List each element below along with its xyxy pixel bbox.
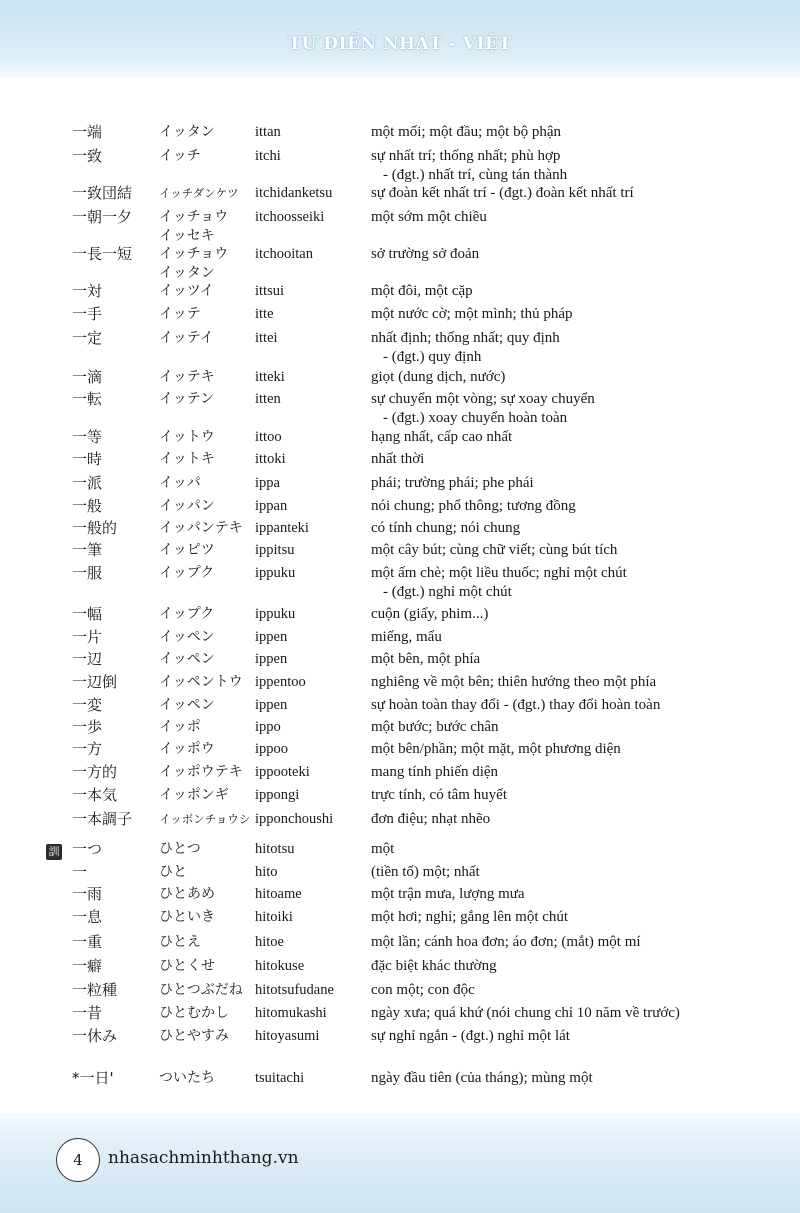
entry-meaning: sự nhất trí; thống nhất; phù hợp — [371, 148, 561, 164]
entry-kanji: 一本気 — [72, 786, 118, 804]
dictionary-entry — [0, 281, 800, 301]
entry-romaji: hitoiki — [255, 909, 293, 925]
entry-meaning: ngày đầu tiên (của tháng); mùng một — [371, 1070, 593, 1086]
entry-romaji: ippuku — [255, 606, 296, 622]
entry-kana: ひとくせ — [159, 958, 215, 974]
entry-meaning: một bước; bước chân — [371, 719, 499, 735]
entry-meaning: đơn điệu; nhạt nhẽo — [371, 811, 491, 827]
dictionary-entry — [0, 427, 800, 447]
entry-kanji: 一対 — [72, 282, 103, 300]
dictionary-entry — [0, 1068, 800, 1088]
entry-romaji: ittei — [255, 330, 278, 346]
entry-kanji: 一歩 — [72, 718, 103, 736]
entry-kana: イッチダンケツ — [159, 186, 239, 200]
dictionary-entry — [0, 932, 800, 952]
entry-meaning: một lần; cánh hoa đơn; áo đơn; (mắt) một mí — [371, 934, 641, 950]
entry-kanji: 一手 — [72, 305, 103, 323]
entry-meaning: một bên/phần; một mặt, một phương diện — [371, 741, 621, 757]
entry-kana: イッチ — [159, 148, 201, 164]
dictionary-entry — [0, 839, 800, 859]
entry-kanji: 一滴 — [72, 368, 103, 386]
entry-romaji: hito — [255, 864, 278, 880]
entry-meaning-continued: - (đgt.) quy định — [383, 349, 482, 365]
dictionary-entry — [0, 183, 800, 203]
entry-romaji: ippanteki — [255, 520, 309, 536]
entry-kanji: 一癖 — [72, 957, 103, 975]
entry-kanji: 一派 — [72, 474, 103, 492]
dictionary-entry — [0, 207, 800, 244]
entry-romaji: itchi — [255, 148, 281, 164]
entry-kanji: 一長一短 — [72, 245, 133, 263]
entry-romaji: ittsui — [255, 283, 285, 299]
entry-kanji: 一朝一夕 — [72, 208, 133, 226]
entry-romaji: hitoyasumi — [255, 1028, 320, 1044]
entry-romaji: ittan — [255, 124, 281, 140]
entry-kanji: 一雨 — [72, 885, 103, 903]
entry-meaning: miếng, mẩu — [371, 629, 442, 645]
entry-kanji: 一方 — [72, 740, 103, 758]
entry-kana: イッペン — [159, 629, 215, 645]
entry-kanji: 一方的 — [72, 763, 118, 781]
entry-kanji: *一日' — [72, 1069, 114, 1087]
dictionary-entry — [0, 884, 800, 904]
entry-meaning: một — [371, 841, 395, 857]
entry-meaning: mang tính phiến diện — [371, 764, 499, 780]
dictionary-entry — [0, 1026, 800, 1046]
entry-kana: ひとえ — [159, 934, 201, 950]
dictionary-entry — [0, 956, 800, 976]
entry-romaji: hitokuse — [255, 958, 305, 974]
entry-kanji: 一昔 — [72, 1004, 103, 1022]
entry-kanji: 一等 — [72, 428, 103, 446]
entry-meaning: nói chung; phổ thông; tương đồng — [371, 498, 576, 514]
entry-meaning-continued: - (đgt.) nhất trí, cùng tán thành — [383, 167, 568, 183]
dictionary-entry — [0, 518, 800, 538]
entry-kanji: 一般 — [72, 497, 103, 515]
entry-meaning: nghiêng về một bên; thiên hướng theo một phía — [371, 674, 657, 690]
dictionary-entry — [0, 980, 800, 1000]
entry-kana: ひといき — [159, 909, 215, 925]
entry-kanji: 一幅 — [72, 605, 103, 623]
entry-kana: イップク — [159, 606, 215, 622]
dictionary-entry — [0, 146, 800, 183]
entry-kana: イッタン — [159, 124, 215, 140]
dictionary-entry — [0, 649, 800, 669]
dictionary-entry — [0, 739, 800, 759]
entry-kana: イッペン — [159, 651, 215, 667]
dictionary-entry — [0, 862, 800, 882]
entry-meaning: một bên, một phía — [371, 651, 481, 667]
entry-kana: イッパ — [159, 475, 201, 491]
entry-kana: イットウ — [159, 429, 215, 445]
entry-kana: イップク — [159, 565, 215, 581]
entry-kana: ひとつ — [159, 841, 201, 857]
entry-meaning: một sớm một chiều — [371, 209, 487, 225]
entry-romaji: ipponchoushi — [255, 811, 334, 827]
entry-meaning: sự chuyển một vòng; sự xoay chuyển — [371, 391, 595, 407]
dictionary-entry — [0, 717, 800, 737]
entry-meaning: sự đoàn kết nhất trí - (đgt.) đoàn kết nhất trí — [371, 185, 634, 201]
entry-romaji: itchidanketsu — [255, 185, 333, 201]
entry-meaning: sự nghỉ ngắn - (đgt.) nghỉ một lát — [371, 1028, 570, 1044]
entry-romaji: ippitsu — [255, 542, 295, 558]
entry-kanji: 一辺 — [72, 650, 103, 668]
entry-kanji: 一変 — [72, 696, 103, 714]
entry-kana: イッテイ — [159, 330, 214, 346]
entry-romaji: hitomukashi — [255, 1005, 327, 1021]
entry-kana: イッペントウ — [159, 674, 243, 690]
dictionary-entry — [0, 328, 800, 365]
entry-meaning: một đôi, một cặp — [371, 283, 473, 299]
entry-romaji: itchooitan — [255, 246, 313, 262]
entry-kanji: 一休み — [72, 1027, 118, 1045]
entry-kanji: 一重 — [72, 933, 103, 951]
entry-meaning: nhất định; thống nhất; quy định — [371, 330, 560, 346]
entry-meaning: một mối; một đầu; một bộ phận — [371, 124, 561, 140]
entry-romaji: hitoame — [255, 886, 302, 902]
dictionary-entry — [0, 1003, 800, 1023]
entry-kanji: 一般的 — [72, 519, 118, 537]
entry-romaji: ippen — [255, 697, 288, 713]
dictionary-entry — [0, 496, 800, 516]
dictionary-entry — [0, 604, 800, 624]
entry-kana: イッポンチョウシ — [159, 812, 251, 826]
entry-kana: イッツイ — [159, 283, 215, 299]
dictionary-entry — [0, 695, 800, 715]
entry-meaning: một ấm chè; một liều thuốc; nghỉ một chút — [371, 565, 627, 581]
entry-romaji: ittoo — [255, 429, 282, 445]
entry-kanji: 一辺倒 — [72, 673, 118, 691]
dictionary-entry — [0, 907, 800, 927]
entry-kanji: 一致団結 — [72, 184, 133, 202]
entry-romaji: itteki — [255, 369, 285, 385]
entry-kana: イッポ — [159, 719, 201, 735]
dictionary-entry — [0, 304, 800, 324]
dictionary-entry — [0, 540, 800, 560]
entry-meaning: (tiền tố) một; nhất — [371, 864, 480, 880]
entry-romaji: ippuku — [255, 565, 296, 581]
dictionary-entry — [0, 367, 800, 387]
entry-meaning: ngày xưa; quá khứ (nói chung chỉ 10 năm về trước) — [371, 1005, 680, 1021]
entry-romaji: hitotsufudane — [255, 982, 334, 998]
dictionary-entry — [0, 809, 800, 829]
dictionary-entry — [0, 389, 800, 426]
dictionary-entry — [0, 122, 800, 142]
entry-romaji: itten — [255, 391, 281, 407]
entry-meaning: trực tính, có tâm huyết — [371, 787, 508, 803]
entry-kana: ひとやすみ — [159, 1028, 229, 1044]
entry-meaning: hạng nhất, cấp cao nhất — [371, 429, 513, 445]
entry-romaji: itte — [255, 306, 274, 322]
entry-kana: イッテキ — [159, 369, 215, 385]
entry-meaning: giọt (dung dịch, nước) — [371, 369, 506, 385]
entry-kana: ひと — [159, 864, 187, 880]
entry-kana: イッポウ — [159, 741, 215, 757]
entry-meaning: một hơi; nghỉ; gắng lên một chút — [371, 909, 569, 925]
entry-kana: イッチョウ — [159, 246, 229, 262]
entry-meaning: sở trường sở đoản — [371, 246, 480, 262]
dictionary-entry — [0, 672, 800, 692]
dictionary-entry — [0, 785, 800, 805]
entry-kana: ついたち — [159, 1070, 215, 1086]
entry-kana: イッポンギ — [159, 787, 229, 803]
entry-kana: ひとつぶだね — [159, 982, 243, 998]
entry-kana: イッポウテキ — [159, 764, 243, 780]
entry-meaning-continued: - (đgt.) nghỉ một chút — [383, 584, 512, 600]
entry-kanji: 一致 — [72, 147, 103, 165]
entry-kanji: 一息 — [72, 908, 103, 926]
entry-meaning: đặc biệt khác thường — [371, 958, 497, 974]
entry-meaning: nhất thời — [371, 451, 425, 467]
entry-meaning: một cây bút; cùng chữ viết; cùng bút tích — [371, 542, 618, 558]
entry-meaning: phái; trường phái; phe phái — [371, 475, 534, 491]
entry-kanji: 一服 — [72, 564, 103, 582]
entry-meaning: một trận mưa, lượng mưa — [371, 886, 525, 902]
entry-romaji: ittoki — [255, 451, 286, 467]
entry-meaning: sự hoàn toàn thay đổi - (đgt.) thay đổi hoàn toàn — [371, 697, 661, 713]
entry-kanji: 一本調子 — [72, 810, 133, 828]
entry-kanji: 一筆 — [72, 541, 103, 559]
entry-romaji: ippentoo — [255, 674, 306, 690]
entry-romaji: ippooteki — [255, 764, 310, 780]
entry-kana: イッペン — [159, 697, 215, 713]
page-number: 4 — [56, 1138, 100, 1182]
kun-reading-badge: 訓 — [46, 844, 62, 860]
entry-kana: イッチョウ — [159, 209, 229, 225]
entry-meaning-continued: - (đgt.) xoay chuyển hoàn toàn — [383, 410, 568, 426]
entry-kana: ひとあめ — [159, 886, 215, 902]
entry-kana: イッテン — [159, 391, 215, 407]
page-header-title: TỪ ĐIỂN NHẬT - VIỆT — [288, 34, 512, 54]
dictionary-entry — [0, 473, 800, 493]
entry-kana-continued: イッタン — [159, 265, 215, 281]
entry-romaji: ippoo — [255, 741, 289, 757]
entry-romaji: hitoe — [255, 934, 284, 950]
entry-romaji: ippen — [255, 651, 288, 667]
entry-kanji: 一片 — [72, 628, 103, 646]
entry-kana: イッテ — [159, 306, 201, 322]
entry-meaning: có tính chung; nói chung — [371, 520, 521, 536]
entry-kanji: 一端 — [72, 123, 103, 141]
entry-kanji: 一つ — [72, 840, 103, 858]
entry-kana: イッパン — [159, 498, 215, 514]
entry-romaji: ippo — [255, 719, 281, 735]
entry-kanji: 一時 — [72, 450, 103, 468]
dictionary-entry — [0, 762, 800, 782]
entry-romaji: ippen — [255, 629, 288, 645]
footer-site-url: nhasachminhthang.vn — [108, 1148, 299, 1168]
entry-kana: イッピツ — [159, 542, 215, 558]
entry-romaji: hitotsu — [255, 841, 295, 857]
dictionary-entry — [0, 449, 800, 469]
entry-romaji: ippa — [255, 475, 280, 491]
entry-kana-continued: イッセキ — [159, 228, 215, 244]
entry-kana: イッパンテキ — [159, 520, 243, 536]
entry-kana: ひとむかし — [159, 1005, 229, 1021]
dictionary-entry — [0, 627, 800, 647]
entry-romaji: tsuitachi — [255, 1070, 305, 1086]
entry-romaji: ippan — [255, 498, 288, 514]
entry-kana: イットキ — [159, 451, 215, 467]
entry-romaji: itchoosseiki — [255, 209, 325, 225]
entry-kanji: 一転 — [72, 390, 103, 408]
dictionary-entry — [0, 563, 800, 600]
entry-kanji: 一定 — [72, 329, 103, 347]
entry-meaning: cuộn (giấy, phim...) — [371, 606, 489, 622]
entry-meaning: con một; con độc — [371, 982, 475, 998]
entry-kanji: 一粒種 — [72, 981, 118, 999]
entry-romaji: ippongi — [255, 787, 300, 803]
entry-kanji: 一 — [72, 863, 88, 881]
entry-meaning: một nước cờ; một mình; thủ pháp — [371, 306, 573, 322]
dictionary-entry — [0, 244, 800, 281]
